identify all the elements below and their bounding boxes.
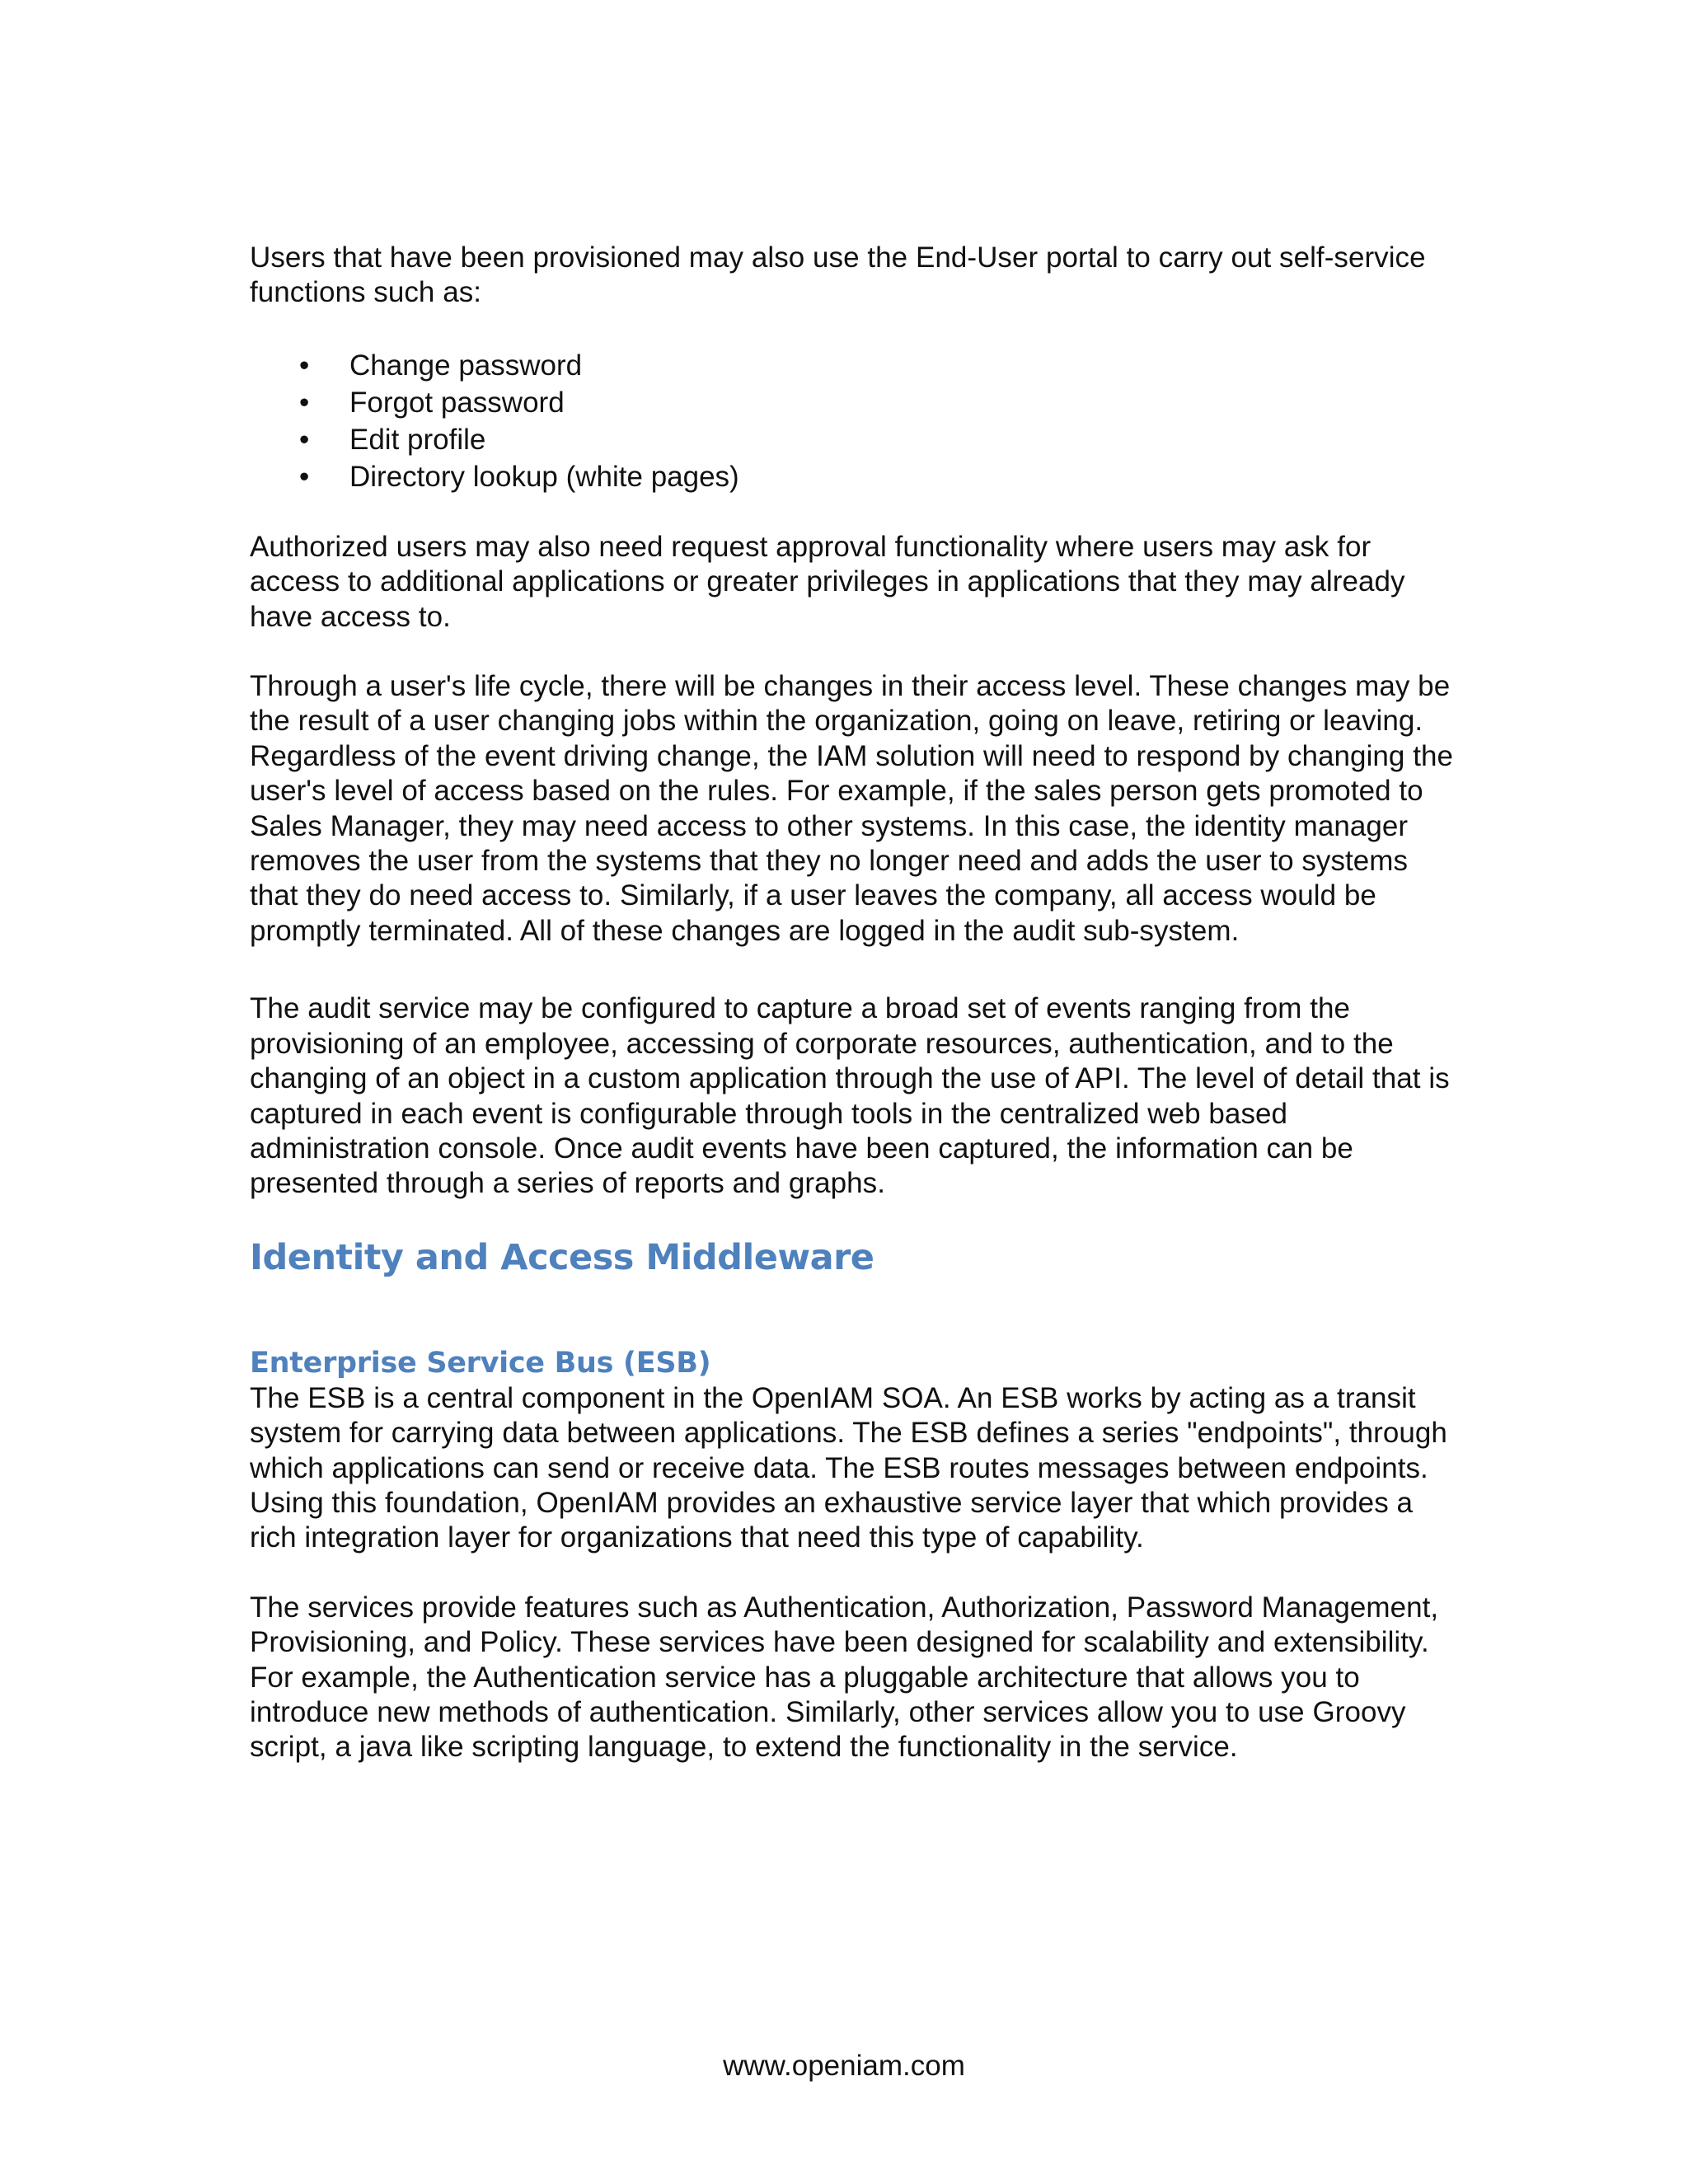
- audit-paragraph: The audit service may be configured to capture a broad set of events ranging from the provisioning of an employee, accessing of corporate resources, authentication, and to the changing of an object in a custom application through the use of API. The level of detail that is captured in each event is configurable through tools in the centralized web based administration console. Once audit events have been captured, the information can be presented through a series of reports and graphs.: [250, 992, 1450, 1200]
- list-item: [250, 458, 1453, 495]
- esb-paragraph: The ESB is a central component in the OpenIAM SOA. An ESB works by acting as a transit system for carrying data between applications. The ESB defines a series "endpoints", through which applications can send or receive data. The ESB routes messages between endpoints. Using this foundation, OpenIAM provides an exhaustive service layer that which provides a rich integration layer for organizations that need this type of capability.: [250, 1381, 1447, 1554]
- list-item: [250, 421, 1453, 458]
- page-footer: www.openiam.com: [723, 2050, 965, 2082]
- self-service-list: [250, 347, 1453, 495]
- page-content: [250, 241, 1453, 1765]
- bullet-icon: •: [299, 460, 310, 493]
- list-item: [250, 384, 1453, 421]
- intro-paragraph: Users that have been provisioned may also use the End-User portal to carry out self-service functions such as:: [250, 241, 1426, 309]
- section-heading: Identity and Access Middleware: [250, 1236, 874, 1278]
- list-item-label: Edit profile: [349, 423, 486, 456]
- list-item-label: Directory lookup (white pages): [349, 460, 739, 493]
- approval-paragraph: Authorized users may also need request approval functionality where users may ask for access to additional applications or greater privileges in applications that they may already have access to.: [250, 530, 1405, 633]
- bullet-icon: •: [299, 349, 310, 382]
- lifecycle-paragraph: Through a user's life cycle, there will be changes in their access level. These changes may be the result of a user changing jobs within the organization, going on leave, retiring or leaving. Regardless of the event driving change, the IAM solution will need to respond by changing the user's level of access based on the rules. For example, if the sales person gets promoted to Sales Manager, they may need access to other systems. In this case, the identity manager removes the user from the systems that they no longer need and adds the user to systems that they do need access to. Similarly, if a user leaves the company, all access would be promptly terminated. All of these changes are logged in the audit sub-system.: [250, 670, 1454, 947]
- list-item-label: Change password: [349, 349, 583, 382]
- bullet-icon: •: [299, 423, 310, 456]
- section-subheading: Enterprise Service Bus (ESB): [250, 1346, 711, 1380]
- list-item-label: Forgot password: [349, 386, 565, 419]
- list-item: [250, 347, 1453, 384]
- bullet-icon: •: [299, 386, 310, 419]
- services-paragraph: The services provide features such as Authentication, Authorization, Password Management, Provisioning, and Policy. These services have been designed for scalability and extensibility. For example, the Authentication service has a pluggable architecture that allows you to introduce new methods of authentication. Similarly, other services allow you to use Groovy script, a java like scripting language, to extend the functionality in the service.: [250, 1591, 1439, 1764]
